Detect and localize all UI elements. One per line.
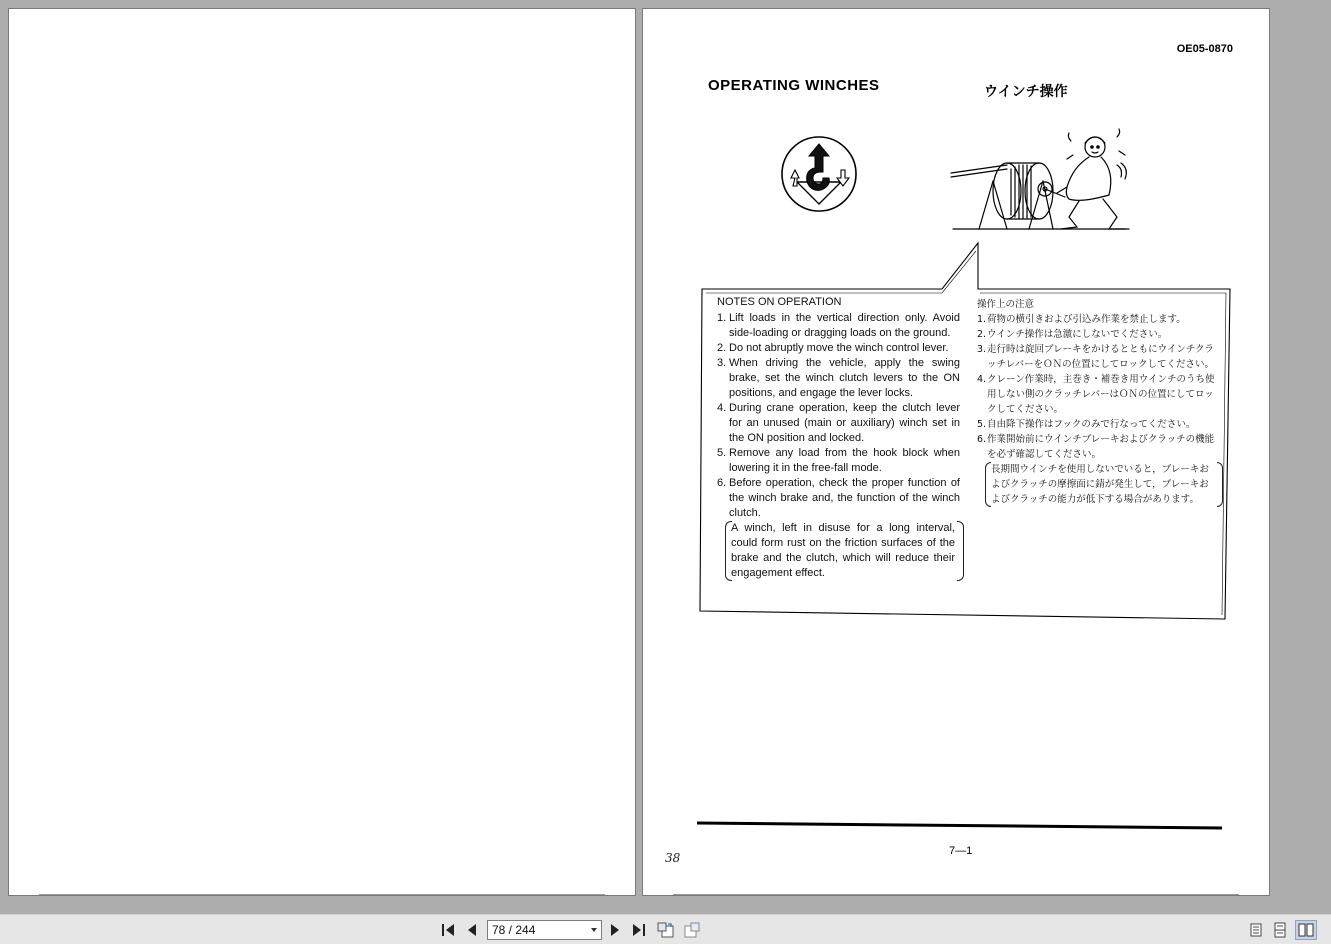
single-page-view-icon (1250, 923, 1262, 937)
list-item (977, 342, 1220, 372)
list-item (717, 311, 960, 341)
page-number-select[interactable] (487, 920, 602, 940)
list-item-number: 6. (717, 477, 727, 489)
list-item (717, 356, 960, 401)
rotate-view-icon (657, 922, 675, 938)
viewer-toolbar (0, 914, 1331, 944)
list-item-text: When driving the vehicle, apply the swing brake, set the winch clutch levers to the ON positions, and engage the lever locks. (729, 357, 960, 399)
document-code: OE05-0870 (1176, 43, 1233, 55)
list-item-text: Remove any load from the hook block when lowering it in the free-fall mode. (729, 447, 960, 474)
page-number-input[interactable] (492, 923, 582, 937)
rotate-view-button[interactable] (655, 920, 677, 940)
single-page-view-button[interactable] (1245, 920, 1267, 940)
list-item-text: ウインチ操作は急激にしないでください。 (987, 329, 1168, 340)
list-item (977, 312, 1220, 327)
list-item-number: 6. (977, 434, 987, 445)
list-item-number: 2. (717, 342, 727, 354)
right-page (642, 8, 1270, 896)
list-item-text: Before operation, check the proper function of the winch brake and, the function of the winch clutch. (729, 477, 960, 519)
page-edge-line (39, 894, 605, 895)
first-page-icon (440, 923, 456, 937)
list-item-text: During crane operation, keep the clutch lever for an unused (main or auxiliary) winch set in the ON position and locked. (729, 402, 960, 444)
list-item-text: 作業開始前にウインチブレーキおよびクラッチの機能を必ず確認してください。 (987, 434, 1215, 460)
list-item (977, 417, 1220, 432)
list-item (717, 446, 960, 476)
list-item (977, 432, 1220, 462)
page-number-label: 7—1 (949, 845, 973, 857)
list-item-number: 4. (717, 402, 727, 414)
list-item-number: 1. (717, 312, 727, 324)
footer-rule (697, 820, 1222, 832)
continuous-view-icon (1274, 922, 1286, 938)
list-item-number: 5. (717, 447, 727, 459)
left-page (8, 8, 636, 896)
list-item-number: 1. (977, 314, 987, 325)
facing-pages-view-button[interactable] (1295, 920, 1317, 940)
list-item-number: 4. (977, 374, 987, 385)
list-item-text: Lift loads in the vertical direction only. Avoid side-loading or dragging loads on the ground. (729, 312, 960, 339)
rotate-view-alt-button[interactable] (681, 920, 703, 940)
list-item (977, 327, 1220, 342)
continuous-view-button[interactable] (1269, 920, 1291, 940)
first-page-button[interactable] (437, 920, 459, 940)
list-item-text: Do not abruptly move the winch control lever. (729, 342, 949, 354)
list-item-text: クレーン作業時，主巻き・補巻き用ウインチのうち使用しない側のクラッチレバーはＯＮの位置にしてロックしてください。 (987, 374, 1215, 415)
previous-page-button[interactable] (461, 920, 483, 940)
facing-pages-view-icon (1298, 923, 1314, 937)
winch-operator-illustration (949, 121, 1135, 233)
supplementary-note-japanese: 長期間ウインチを使用しないでいると，ブレーキおよびクラッチの摩擦面に錆が発生して，ブレーキおよびクラッチの能力が低下する場合があります。 (987, 462, 1220, 507)
list-item-text: 荷物の横引きおよび引込み作業を禁止します。 (987, 314, 1186, 325)
list-item (717, 476, 960, 521)
handwritten-initials: 38 (665, 851, 681, 865)
list-item (717, 341, 960, 356)
last-page-button[interactable] (628, 920, 650, 940)
rotate-view-alt-icon (683, 922, 701, 938)
next-page-button[interactable] (604, 920, 626, 940)
list-item (977, 372, 1220, 417)
page-edge-line (673, 894, 1239, 895)
list-item-number: 2. (977, 329, 987, 340)
list-item-number: 5. (977, 419, 987, 430)
chevron-down-icon[interactable] (591, 928, 597, 932)
list-item-number: 3. (717, 357, 727, 369)
last-page-icon (631, 923, 647, 937)
winch-hook-symbol-icon (779, 134, 859, 214)
previous-page-icon (465, 923, 479, 937)
list-item-number: 3. (977, 344, 987, 355)
notes-heading-japanese: 操作上の注意 (977, 299, 1035, 310)
notes-japanese (977, 297, 1220, 507)
list-item-text: 走行時は旋回ブレーキをかけるとともにウインチクラッチレバーをＯＮの位置にしてロックしてください。 (987, 344, 1214, 370)
supplementary-note-english: A winch, left in disuse for a long interval, could form rust on the friction surfaces of the brake and the clutch, which will reduce their engagement effect. (727, 521, 960, 581)
list-item-text: 自由降下操作はフックのみで行なってください。 (987, 419, 1196, 430)
page-title-japanese: ウインチ操作 (984, 84, 1068, 100)
list-item (717, 401, 960, 446)
notes-heading-english: NOTES ON OPERATION (717, 296, 842, 308)
notes-english (717, 295, 960, 581)
next-page-icon (608, 923, 622, 937)
page-title-english: OPERATING WINCHES (708, 77, 880, 94)
